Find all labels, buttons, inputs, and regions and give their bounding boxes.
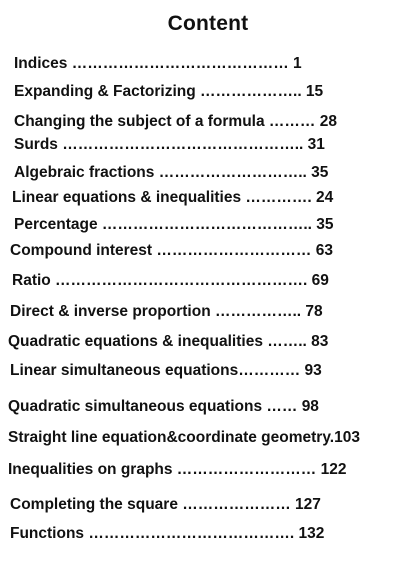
toc-entry-indices: Indices …………………………………… 1 [14, 55, 302, 72]
toc-entry-surds: Surds ……………………………………….. 31 [14, 136, 325, 153]
toc-entry-percentage: Percentage ………………………………….. 35 [14, 216, 334, 233]
toc-entry-completing-square: Completing the square ………………… 127 [10, 496, 321, 513]
toc-entry-functions: Functions …………………………………. 132 [10, 525, 325, 542]
toc-entry-straight-line: Straight line equation&coordinate geometry.103 [8, 429, 360, 446]
toc-entry-quadratic-simultaneous: Quadratic simultaneous equations …… 98 [8, 398, 319, 415]
toc-entry-linear-equations: Linear equations & inequalities …………. 24 [12, 189, 334, 206]
page-title: Content [167, 12, 249, 35]
toc-entry-ratio: Ratio …………………………………………. 69 [12, 272, 329, 289]
toc-entry-expanding-factorizing: Expanding & Factorizing ……………….. 15 [14, 83, 324, 100]
toc-entry-linear-simultaneous: Linear simultaneous equations………… 93 [10, 362, 322, 379]
toc-entry-changing-subject: Changing the subject of a formula ……… 28 [14, 113, 337, 130]
toc-entry-direct-inverse-proportion: Direct & inverse proportion …………….. 78 [10, 303, 323, 320]
toc-entry-inequalities-graphs: Inequalities on graphs ……………………… 122 [8, 461, 347, 478]
toc-entry-quadratic-equations: Quadratic equations & inequalities …….. 83 [8, 333, 329, 350]
toc-entry-compound-interest: Compound interest ………………………… 63 [10, 242, 333, 259]
toc-entry-algebraic-fractions: Algebraic fractions ……………………….. 35 [14, 164, 329, 181]
